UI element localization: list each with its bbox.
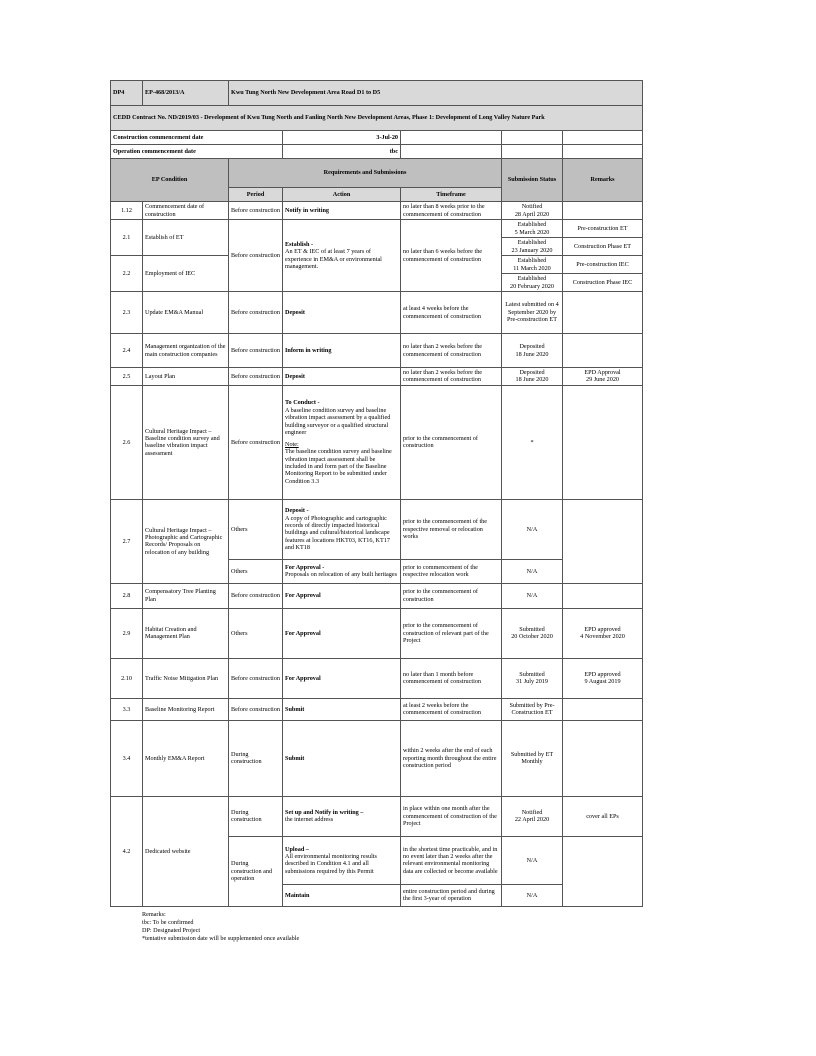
- period-cell: During construction: [229, 720, 283, 796]
- condition-title: Layout Plan: [143, 368, 229, 386]
- condition-number: 3.3: [111, 698, 143, 720]
- table-row: [111, 796, 643, 836]
- empty-cell: [401, 145, 502, 159]
- remarks-cell: Construction Phase ET: [563, 238, 643, 256]
- status-cell: N/A: [502, 583, 563, 608]
- table-row: [111, 202, 643, 220]
- action-cell: [283, 385, 401, 499]
- timeframe-cell: at least 4 weeks before the commencement of construction: [401, 292, 502, 334]
- table-row: [111, 385, 643, 499]
- condition-title: Management organization of the main construction companies: [143, 334, 229, 368]
- timeframe-cell: prior to the commencement of the respective removal or relocation works: [401, 499, 502, 559]
- timeframe-cell: prior to the commencement of construction: [401, 385, 502, 499]
- remarks-line: *tentative submission date will be supplemented once available: [142, 935, 300, 943]
- period-cell: During construction and operation: [229, 836, 283, 906]
- action-body: the internet address: [285, 816, 334, 824]
- period-cell: Before construction: [229, 583, 283, 608]
- status-cell: Notified 22 April 2020: [502, 796, 563, 836]
- condition-number: 2.3: [111, 292, 143, 334]
- action-body: A baseline condition survey and baseline vibration impact assessment by a qualified building surveyor or a qualified structural engineer: [285, 406, 391, 437]
- action-cell: [283, 836, 401, 884]
- status-cell: Latest submitted on 4 September 2020 by Pre-construction ET: [502, 292, 563, 334]
- condition-title: Employment of IEC: [143, 256, 229, 292]
- timeframe-cell: no later than 2 weeks before the commencement of construction: [401, 334, 502, 368]
- dp-cell: DP4: [111, 81, 143, 106]
- timeframe-cell: within 2 weeks after the end of each reporting month throughout the entire construction period: [401, 720, 502, 796]
- remarks-cell: cover all EPs: [563, 796, 643, 836]
- remarks-line: tbc: To be confirmed: [142, 919, 194, 927]
- ep-compliance-table: [110, 80, 643, 907]
- condition-title: Monthly EM&A Report: [143, 720, 229, 796]
- condition-title: Compensatory Tree Planting Plan: [143, 583, 229, 608]
- operation-date-row: [111, 145, 643, 159]
- period-cell: Before construction: [229, 368, 283, 386]
- timeframe-header: Timeframe: [401, 188, 502, 202]
- remarks-cell: [563, 202, 643, 220]
- remarks-cell: [563, 499, 643, 583]
- status-cell: Submitted 31 July 2019: [502, 658, 563, 698]
- action-cell: Deposit: [283, 292, 401, 334]
- remarks-cell: EPD approved 4 November 2020: [563, 608, 643, 658]
- condition-title: Cultural Heritage Impact – Photographic and Cartographic Records/ Proposals on relocation of any building: [143, 499, 229, 583]
- timeframe-cell: prior to the commencement of construction: [401, 583, 502, 608]
- status-cell: Submitted by Pre-Construction ET: [502, 698, 563, 720]
- construction-date-row: [111, 131, 643, 145]
- status-cell: Notified 28 April 2020: [502, 202, 563, 220]
- status-cell: Established 20 February 2020: [502, 274, 563, 292]
- status-cell: Established 23 January 2020: [502, 238, 563, 256]
- remarks-cell: Pre-construction ET: [563, 220, 643, 238]
- period-cell: During construction: [229, 796, 283, 836]
- action-body: A copy of Photographic and cartographic records of directly impacted historical buildings and cultural/historical landscape features at locations HKT03, KT16, KT17 and KT18: [285, 514, 390, 552]
- action-cell: [283, 499, 401, 559]
- period-cell: Before construction: [229, 698, 283, 720]
- table-row: [111, 720, 643, 796]
- project-title-cell: Kwu Tung North New Development Area Road D1 to D5: [229, 81, 643, 106]
- remarks-line: DP: Designated Project: [142, 927, 201, 935]
- remarks-cell: EPD approved 9 August 2019: [563, 658, 643, 698]
- empty-cell: [502, 131, 563, 145]
- status-cell: Deposited 18 June 2020: [502, 368, 563, 386]
- construction-date-value: 3-Jul-20: [283, 131, 401, 145]
- remarks-cell: [563, 698, 643, 720]
- action-cell: Submit: [283, 698, 401, 720]
- header-contract-row: [111, 106, 643, 131]
- timeframe-cell: in the shortest time practicable, and in no event later than 2 weeks after the relevant environmental monitoring data are collected or become available: [401, 836, 502, 884]
- timeframe-cell: in place within one month after the commencement of construction of the Project: [401, 796, 502, 836]
- action-cell: Inform in writing: [283, 334, 401, 368]
- action-title: For Approval -: [285, 563, 325, 571]
- timeframe-cell: entire construction period and during the first 3-year of operation: [401, 884, 502, 906]
- operation-date-value: tbc: [283, 145, 401, 159]
- status-cell: Established 11 March 2020: [502, 256, 563, 274]
- period-cell: Before construction: [229, 658, 283, 698]
- remarks-header: Remarks: [563, 159, 643, 202]
- action-title: To Conduct -: [285, 399, 320, 407]
- condition-number: 2.2: [111, 256, 143, 292]
- condition-number: 2.1: [111, 220, 143, 256]
- period-cell: Before construction: [229, 292, 283, 334]
- note-label: Note:: [285, 440, 299, 448]
- remarks-cell: [563, 385, 643, 499]
- condition-number: 2.5: [111, 368, 143, 386]
- action-title: Deposit -: [285, 507, 309, 515]
- action-cell: For Approval: [283, 658, 401, 698]
- requirements-header: Requirements and Submissions: [229, 159, 502, 188]
- remarks-cell: [563, 583, 643, 608]
- condition-title: Update EM&A Manual: [143, 292, 229, 334]
- table-row: [111, 368, 643, 386]
- action-title: Upload –: [285, 845, 309, 853]
- empty-cell: [401, 131, 502, 145]
- timeframe-cell: no later than 2 weeks before the commencement of construction: [401, 368, 502, 386]
- timeframe-cell: prior to commencement of the respective relocation work: [401, 559, 502, 583]
- period-cell: Before construction: [229, 385, 283, 499]
- remarks-cell: Pre-construction IEC: [563, 256, 643, 274]
- action-cell: For Approval: [283, 583, 401, 608]
- condition-number: 4.2: [111, 796, 143, 906]
- remarks-cell: [563, 836, 643, 906]
- action-cell: Deposit: [283, 368, 401, 386]
- ep-condition-header: EP Condition: [111, 159, 229, 202]
- condition-number: 2.4: [111, 334, 143, 368]
- action-cell: Notify in writing: [283, 202, 401, 220]
- column-header-row: [111, 159, 643, 188]
- condition-number: 2.6: [111, 385, 143, 499]
- condition-number: 1.12: [111, 202, 143, 220]
- table-row: [111, 583, 643, 608]
- period-cell: Others: [229, 499, 283, 559]
- status-cell: Submitted by ET Monthly: [502, 720, 563, 796]
- period-cell: Others: [229, 608, 283, 658]
- period-cell: Before construction: [229, 334, 283, 368]
- status-cell: Submitted 20 October 2020: [502, 608, 563, 658]
- status-cell: N/A: [502, 559, 563, 583]
- action-title: Set up and Notify in writing –: [285, 808, 364, 816]
- construction-date-label: Construction commencement date: [111, 131, 283, 145]
- timeframe-cell: no later than 8 weeks prior to the commencement of construction: [401, 202, 502, 220]
- timeframe-cell: no later than 6 weeks before the commencement of construction: [401, 220, 502, 292]
- remarks-cell: [563, 720, 643, 796]
- remarks-title: Remarks:: [142, 911, 166, 918]
- table-row: [111, 334, 643, 368]
- remarks-cell: Construction Phase IEC: [563, 274, 643, 292]
- period-cell: Others: [229, 559, 283, 583]
- remarks-footnote: [142, 911, 299, 943]
- timeframe-cell: no later than 1 month before commencement of construction: [401, 658, 502, 698]
- table-row: [111, 499, 643, 559]
- period-header: Period: [229, 188, 283, 202]
- contract-title-cell: CEDD Contract No. ND/2019/03 - Development of Kwu Tung North and Fanling North New Development Areas, Phase 1: Development of Long Valley Nature Park: [111, 106, 643, 131]
- action-cell: Submit: [283, 720, 401, 796]
- condition-title: Establish of ET: [143, 220, 229, 256]
- condition-title: Commencement date of construction: [143, 202, 229, 220]
- condition-number: 2.8: [111, 583, 143, 608]
- submission-status-header: Submission Status: [502, 159, 563, 202]
- action-cell: Maintain: [283, 884, 401, 906]
- ep-number-cell: EP-468/2013/A: [143, 81, 229, 106]
- action-cell: [283, 796, 401, 836]
- action-cell: [283, 559, 401, 583]
- action-body: Proposals on relocation of any built heritages: [285, 571, 398, 579]
- timeframe-cell: prior to the commencement of construction of relevant part of the Project: [401, 608, 502, 658]
- condition-title: Baseline Monitoring Report: [143, 698, 229, 720]
- action-title: Establish -: [285, 240, 314, 248]
- status-cell: Deposited 18 June 2020: [502, 334, 563, 368]
- condition-title: Habitat Creation and Management Plan: [143, 608, 229, 658]
- condition-title: Traffic Noise Mitigation Plan: [143, 658, 229, 698]
- status-cell: N/A: [502, 836, 563, 884]
- status-cell: N/A: [502, 499, 563, 559]
- status-cell: N/A: [502, 884, 563, 906]
- note-body: The baseline condition survey and baseline vibration impact assessment shall be included in and form part of the Baseline Monitoring Report to be submitted under Condition 3.3: [285, 448, 392, 485]
- status-cell: *: [502, 385, 563, 499]
- condition-title: Dedicated website: [143, 796, 229, 906]
- remarks-cell: EPD Approval 29 June 2020: [563, 368, 643, 386]
- table-row: [111, 292, 643, 334]
- action-header: Action: [283, 188, 401, 202]
- status-cell: Established 5 March 2020: [502, 220, 563, 238]
- period-cell: Before construction: [229, 220, 283, 292]
- action-cell: For Approval: [283, 608, 401, 658]
- header-project-row: [111, 81, 643, 106]
- condition-number: 2.7: [111, 499, 143, 583]
- table-row: [111, 608, 643, 658]
- table-row: [111, 698, 643, 720]
- table-row: [111, 658, 643, 698]
- operation-date-label: Operation commencement date: [111, 145, 283, 159]
- condition-number: 2.10: [111, 658, 143, 698]
- action-body: An ET & IEC of at least 7 years of experience in EM&A or environmental management.: [285, 248, 382, 270]
- empty-cell: [563, 131, 643, 145]
- timeframe-cell: at least 2 weeks before the commencement of construction: [401, 698, 502, 720]
- remarks-cell: [563, 292, 643, 334]
- condition-number: 3.4: [111, 720, 143, 796]
- action-body: All environmental monitoring results described in Condition 4.1 and all submissions required by this Permit: [285, 852, 377, 875]
- period-cell: Before construction: [229, 202, 283, 220]
- table-row: [111, 220, 643, 238]
- action-cell: [283, 220, 401, 292]
- empty-cell: [502, 145, 563, 159]
- empty-cell: [563, 145, 643, 159]
- remarks-cell: [563, 334, 643, 368]
- condition-title: Cultural Heritage Impact – Baseline condition survey and baseline vibration impact assessment: [143, 385, 229, 499]
- condition-number: 2.9: [111, 608, 143, 658]
